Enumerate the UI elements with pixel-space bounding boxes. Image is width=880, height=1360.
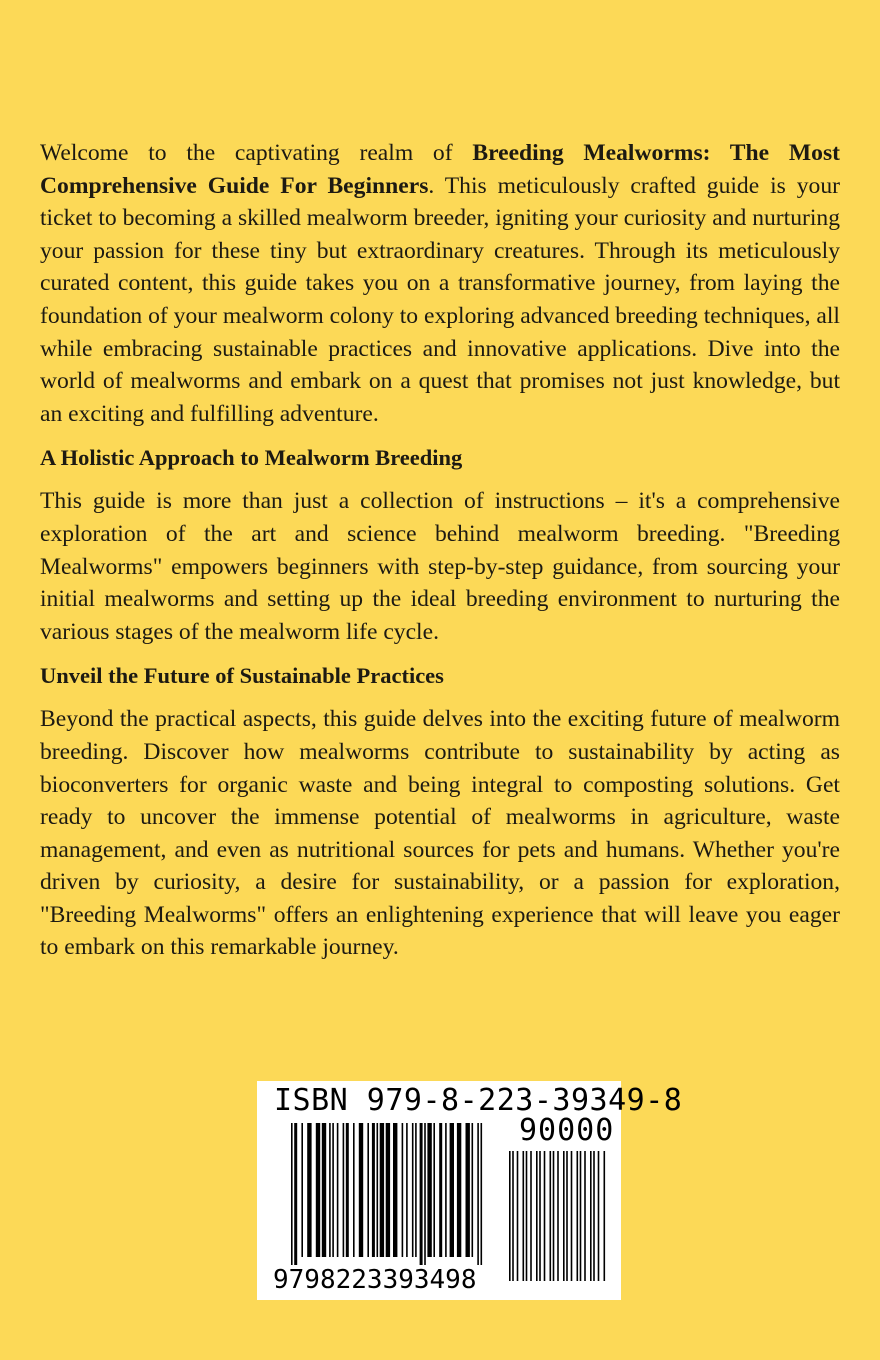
barcode-bar (536, 1151, 538, 1281)
barcode-bar (402, 1123, 404, 1257)
barcode-bar (377, 1123, 379, 1257)
isbn-label: ISBN 979-8-223-39349-8 (274, 1083, 683, 1118)
barcode-bar (433, 1123, 435, 1257)
barcode-bar (577, 1151, 579, 1281)
barcode-bar (477, 1123, 479, 1265)
barcode-bar (593, 1151, 595, 1281)
barcode-bar (526, 1151, 528, 1281)
barcode-bar (590, 1151, 592, 1281)
barcode-bar (420, 1123, 423, 1265)
barcode-bar (530, 1151, 532, 1281)
barcode-bar (329, 1123, 331, 1257)
barcode-bar (563, 1151, 565, 1281)
barcode-bar (580, 1151, 582, 1281)
barcode-bar (332, 1123, 334, 1257)
barcode-bar (445, 1123, 447, 1257)
isbn-barcode (257, 1081, 683, 1300)
barcode-bar (322, 1123, 326, 1257)
barcode-bar (353, 1123, 355, 1257)
intro-paragraph (40, 137, 840, 430)
barcode-bar (604, 1151, 606, 1281)
barcode-bar (346, 1123, 349, 1257)
barcode-bar (598, 1151, 600, 1281)
barcode-bar (544, 1151, 546, 1281)
intro-rest: . This meticulously crafted guide is your ticket to becoming a skilled mealworm breeder, igniting your curiosity and nurturing your passion for these tiny but extraordinary creatures. Through its meticulously curated content, this guide takes you on a transformative journey, from laying the foundation of your mealworm colony to exploring advanced breeding techniques, all while embracing sustainable practices and innovative applications. Dive into the world of mealworms and embark on a quest that promises not just knowledge, but an exciting and fulfilling adventure. (40, 172, 840, 427)
barcode-bar (523, 1151, 525, 1281)
section-body-holistic: This guide is more than just a collection of instructions – it's a comprehensive exploration of the art and science behind mealworm breeding. "Breeding Mealworms" empowers beginners with step-by-step guidance, from sourcing your initial mealworms and setting up the ideal breeding environment to nurturing the various stages of the mealworm life cycle. (40, 488, 840, 645)
blurb (40, 137, 840, 964)
barcode-bar (294, 1123, 297, 1265)
barcode-bar (412, 1123, 414, 1257)
barcode-bar (509, 1151, 511, 1281)
barcode-bar (359, 1123, 363, 1257)
barcode-bar (291, 1123, 293, 1265)
barcode-bar (307, 1123, 311, 1257)
price-code: 90000 (519, 1113, 615, 1148)
barcode-bar (571, 1151, 573, 1281)
barcode-bar (316, 1123, 320, 1257)
barcode-bar (450, 1123, 454, 1257)
barcode-bar (386, 1123, 390, 1257)
barcode-bar (472, 1123, 474, 1257)
barcode-bar (553, 1151, 555, 1281)
barcode-bar (380, 1123, 384, 1257)
barcode-bar (566, 1151, 568, 1281)
barcode-bar (457, 1123, 461, 1257)
barcode-bar (427, 1123, 431, 1257)
barcode-bar (466, 1123, 470, 1257)
barcode-bar (367, 1123, 369, 1257)
barcode-bar (439, 1123, 442, 1257)
intro-lead: Welcome to the captivating realm of (40, 140, 473, 166)
book-title: Breeding Mealworms: The Most Comprehensive Guide For Beginners (40, 140, 840, 199)
barcode-bar (512, 1151, 514, 1281)
barcode-bar (557, 1151, 559, 1281)
barcode-bar (337, 1123, 339, 1257)
barcode-bar (539, 1151, 541, 1281)
barcode-bar (415, 1123, 417, 1257)
section-heading-sustainable: Unveil the Future of Sustainable Practices (40, 663, 444, 689)
barcode-bar (517, 1151, 519, 1281)
barcode-bar (343, 1123, 345, 1257)
barcode-bar (584, 1151, 586, 1281)
barcode-bar (372, 1123, 375, 1257)
barcode-bar (406, 1123, 408, 1257)
section-body-sustainable: Beyond the practical aspects, this guide delves into the exciting future of mealworm breeding. Discover how mealworms contribute to sustainability by acting as bioconverters for organic waste and being integral to composting solutions. Get ready to uncover the immense potential of mealworms in agriculture, waste management, and even as nutritional sources for pets and humans. Whether you're driven by curiosity, a desire for sustainability, or a passion for exploration, "Breeding Mealworms" offers an enlightening experience that will leave you eager to embark on this remarkable journey. (40, 706, 840, 961)
ean-digits: 9798223393498 (273, 1265, 477, 1295)
barcode-bar (481, 1123, 483, 1265)
section-heading-holistic: A Holistic Approach to Mealworm Breeding (40, 445, 463, 471)
barcode-bar (550, 1151, 552, 1281)
barcode-bar (393, 1123, 397, 1257)
barcode-bar (301, 1123, 303, 1257)
barcode-bar (424, 1123, 426, 1265)
